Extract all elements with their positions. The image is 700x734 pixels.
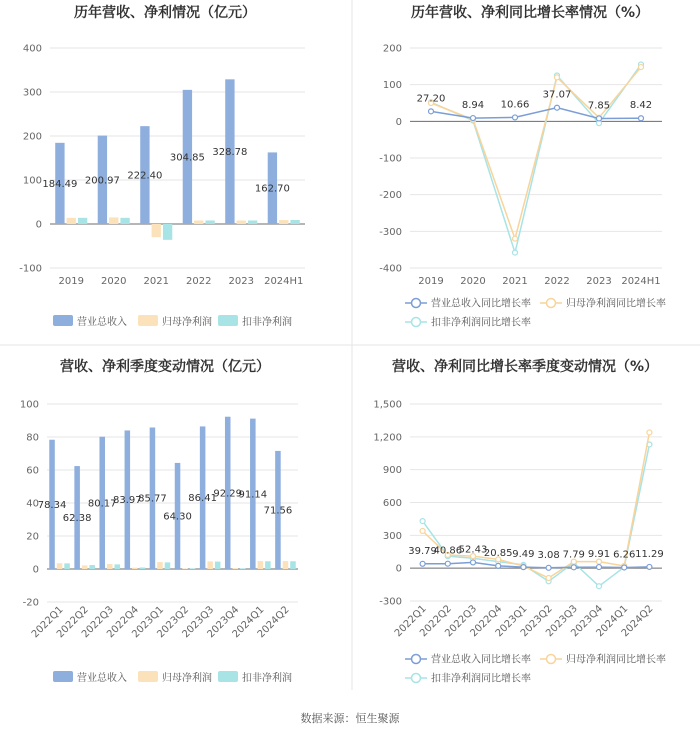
quarter_bar-legend-swatch bbox=[138, 671, 158, 682]
quarter_growth-point bbox=[420, 519, 425, 524]
annual_bar-data-label: 222.40 bbox=[127, 170, 163, 182]
quarter_bar-bar bbox=[190, 568, 196, 569]
annual_bar-legend-swatch bbox=[138, 315, 158, 326]
quarter_growth-point bbox=[622, 565, 627, 570]
quarter_growth-legend-marker bbox=[412, 674, 421, 683]
quarter_growth-point bbox=[647, 564, 652, 569]
annual_growth-point bbox=[513, 236, 518, 241]
quarter_growth-ytick-label: 300 bbox=[382, 530, 402, 542]
quarter_bar-bar bbox=[157, 562, 163, 569]
quarter_bar-legend-swatch bbox=[53, 671, 73, 682]
quarter_growth-xtick-label: 2023Q3 bbox=[544, 603, 580, 640]
annual_growth-xtick-label: 2021 bbox=[502, 276, 528, 287]
quarter_growth-point bbox=[647, 430, 652, 435]
quarter_bar-xtick-label: 2024Q1 bbox=[230, 604, 267, 641]
annual_growth-legend-marker bbox=[412, 299, 421, 308]
quarter_bar-data-label: 71.56 bbox=[263, 505, 293, 517]
quarter_growth-point bbox=[420, 561, 425, 566]
annual_growth-ytick-label: 100 bbox=[382, 80, 402, 92]
quarter_bar-xtick-label: 2022Q3 bbox=[80, 604, 116, 641]
annual_bar-bar bbox=[120, 218, 129, 224]
quarter_bar-bar bbox=[265, 561, 271, 569]
source-text: 数据来源：恒生聚源 bbox=[300, 712, 400, 725]
annual_growth-data-label: 8.94 bbox=[461, 100, 485, 112]
annual_growth-legend-marker bbox=[547, 299, 556, 308]
annual_bar-ytick-label: 400 bbox=[22, 43, 42, 55]
quarter_bar-bar bbox=[107, 564, 113, 569]
quarter_bar-bar bbox=[258, 561, 264, 569]
quarter_growth-xtick-label: 2024Q1 bbox=[594, 603, 631, 640]
annual_bar-xtick-label: 2021 bbox=[143, 276, 169, 287]
quarter_bar-ytick-label: -20 bbox=[22, 597, 39, 609]
quarter_growth-ytick-label: 600 bbox=[382, 498, 402, 509]
quarter_growth-data-label: 3.08 bbox=[537, 549, 560, 561]
quarter_growth-data-label: 7.79 bbox=[562, 549, 585, 561]
annual_growth-point bbox=[639, 65, 644, 70]
quarter_bar-data-label: 78.34 bbox=[37, 499, 67, 511]
annual_bar-data-label: 162.70 bbox=[254, 183, 290, 195]
quarter_growth-point bbox=[546, 565, 551, 570]
quarter_bar-bar bbox=[232, 568, 238, 569]
quarter_growth-xtick-label: 2023Q1 bbox=[493, 603, 530, 640]
annual_growth-ytick-label: -100 bbox=[379, 153, 402, 165]
quarter_bar-bar bbox=[57, 563, 63, 569]
quarter_growth-xtick-label: 2023Q2 bbox=[518, 603, 555, 640]
annual_growth-xtick-label: 2019 bbox=[418, 276, 444, 287]
annual_growth-legend-label: 扣非净利润同比增长率 bbox=[431, 317, 531, 329]
quarter_bar-ytick-label: 20 bbox=[26, 531, 39, 543]
quarter_bar-data-label: 80.17 bbox=[87, 498, 117, 510]
annual_bar-bar bbox=[290, 220, 299, 224]
quarter_growth-ytick-label: 0 bbox=[395, 563, 402, 575]
quarter_bar-data-label: 83.97 bbox=[113, 495, 142, 507]
quarter_growth-data-label: 40.86 bbox=[433, 545, 463, 557]
quarter_growth-point bbox=[571, 565, 576, 570]
annual_bar-ytick-label: -100 bbox=[19, 263, 42, 275]
quarter_bar-ytick-label: 100 bbox=[19, 399, 39, 411]
quarter_bar-xtick-label: 2024Q2 bbox=[255, 604, 292, 641]
quarter_bar-ytick-label: 0 bbox=[32, 564, 39, 576]
quarter_bar-title: 营收、净利季度变动情况（亿元） bbox=[60, 359, 270, 375]
quarter_growth-data-label: 11.29 bbox=[635, 548, 664, 560]
annual_growth-ytick-label: -200 bbox=[379, 190, 402, 202]
annual_bar-xtick-label: 2022 bbox=[186, 276, 212, 287]
quarter_bar-xtick-label: 2023Q4 bbox=[205, 604, 242, 641]
annual_growth-point bbox=[513, 250, 518, 255]
quarter_growth-legend-label: 营业总收入同比增长率 bbox=[431, 654, 531, 666]
quarter_bar-xtick-label: 2023Q1 bbox=[130, 604, 167, 641]
annual_growth-legend-label: 营业总收入同比增长率 bbox=[431, 298, 531, 310]
annual_growth-point bbox=[555, 75, 560, 80]
annual_growth-xtick-label: 2023 bbox=[586, 276, 612, 287]
quarter_bar-xtick-label: 2023Q3 bbox=[180, 604, 217, 641]
quarter_growth-point bbox=[496, 563, 501, 568]
annual_growth-ytick-label: 0 bbox=[395, 116, 402, 128]
annual_growth-point bbox=[555, 105, 560, 110]
quarter_growth-data-label: 9.91 bbox=[587, 549, 611, 561]
annual_bar-data-label: 200.97 bbox=[84, 175, 120, 187]
annual_bar-xtick-label: 2019 bbox=[58, 276, 84, 287]
annual_bar-xtick-label: 2023 bbox=[228, 276, 254, 287]
annual_bar-bar bbox=[152, 224, 161, 237]
annual_bar-bar bbox=[237, 220, 246, 224]
annual_growth-point bbox=[471, 116, 476, 121]
annual_growth-legend-label: 归母净利润同比增长率 bbox=[566, 298, 666, 310]
annual_bar-ytick-label: 100 bbox=[22, 175, 42, 187]
quarter_growth-xtick-label: 2022Q2 bbox=[418, 603, 454, 640]
annual_bar-ytick-label: 200 bbox=[22, 131, 42, 143]
quarter_growth-legend-marker bbox=[547, 655, 556, 664]
annual_growth-series-line bbox=[431, 67, 641, 239]
quarter_bar-data-label: 92.29 bbox=[213, 488, 243, 500]
quarter_bar-bar bbox=[290, 561, 296, 569]
annual_growth-xtick-label: 2024H1 bbox=[621, 276, 661, 287]
quarter_bar-xtick-label: 2022Q4 bbox=[105, 604, 141, 641]
quarter_growth-xtick-label: 2024Q2 bbox=[619, 603, 656, 640]
annual_growth-point bbox=[429, 109, 434, 114]
annual_growth-point bbox=[639, 116, 644, 121]
quarter_bar-legend-label: 营业总收入 bbox=[77, 673, 127, 684]
annual_bar-data-label: 328.78 bbox=[212, 147, 248, 159]
quarter_bar-bar bbox=[165, 562, 171, 569]
quarter_growth-title: 营收、净利同比增长率季度变动情况（%） bbox=[391, 359, 659, 375]
annual_growth-point bbox=[513, 115, 518, 120]
quarter_bar-bar bbox=[115, 564, 121, 569]
annual_growth-ytick-label: -400 bbox=[379, 263, 402, 275]
quarter_bar-bar bbox=[132, 568, 138, 569]
quarter_bar-data-label: 62.38 bbox=[62, 513, 92, 525]
quarter_growth-point bbox=[597, 565, 602, 570]
annual_growth-legend-marker bbox=[412, 318, 421, 327]
annual_bar-bar bbox=[248, 220, 257, 224]
annual_bar-data-label: 304.85 bbox=[169, 152, 205, 164]
quarter_growth-data-label: 52.43 bbox=[458, 544, 488, 556]
annual_bar-ytick-label: 0 bbox=[35, 219, 42, 231]
quarter_growth-point bbox=[597, 584, 602, 589]
quarter_bar-ytick-label: 60 bbox=[26, 465, 39, 477]
annual_growth-ytick-label: 200 bbox=[382, 43, 402, 55]
annual_growth-title: 历年营收、净利同比增长率情况（%） bbox=[410, 5, 650, 21]
annual_growth-data-label: 27.20 bbox=[416, 93, 446, 105]
quarter_bar-bar bbox=[82, 565, 88, 569]
annual_bar-legend-label: 扣非净利润 bbox=[242, 317, 292, 328]
quarter_bar-data-label: 85.77 bbox=[138, 493, 167, 505]
quarter_bar-data-label: 91.14 bbox=[238, 489, 268, 501]
quarter_bar-xtick-label: 2022Q2 bbox=[54, 604, 91, 641]
quarter_growth-point bbox=[420, 528, 425, 533]
quarter_growth-xtick-label: 2023Q4 bbox=[569, 603, 606, 640]
annual_bar-ytick-label: 300 bbox=[22, 87, 42, 99]
annual_bar-legend-label: 归母净利润 bbox=[162, 317, 212, 328]
quarter_growth-data-label: 9.49 bbox=[512, 549, 535, 561]
annual_growth-xtick-label: 2022 bbox=[544, 276, 570, 287]
quarter_growth-data-label: 39.79 bbox=[408, 545, 437, 557]
quarter_bar-legend-label: 扣非净利润 bbox=[242, 673, 292, 684]
quarter_bar-legend-swatch bbox=[218, 671, 238, 682]
annual_growth-point bbox=[597, 116, 602, 121]
annual_bar-bar bbox=[67, 218, 76, 224]
quarter_growth-point bbox=[546, 576, 551, 581]
quarter_bar-xtick-label: 2022Q1 bbox=[29, 604, 66, 641]
quarter_bar-bar bbox=[89, 565, 95, 569]
quarter_bar-bar bbox=[240, 568, 246, 569]
quarter_growth-ytick-label: 900 bbox=[382, 465, 402, 477]
annual_bar-bar bbox=[205, 220, 214, 224]
quarter_bar-data-label: 64.30 bbox=[163, 511, 192, 523]
quarter_growth-legend-marker bbox=[412, 655, 421, 664]
quarter_bar-ytick-label: 40 bbox=[26, 498, 39, 510]
quarter_bar-bar bbox=[140, 568, 146, 569]
annual_bar-bar bbox=[109, 217, 118, 224]
quarter_bar-bar bbox=[64, 563, 70, 569]
quarter_bar-bar bbox=[283, 561, 289, 569]
annual_bar-legend-swatch bbox=[53, 315, 73, 326]
quarter_growth-point bbox=[445, 561, 450, 566]
quarter_bar-bar bbox=[215, 562, 221, 569]
annual_growth-data-label: 37.07 bbox=[542, 89, 572, 101]
annual_bar-legend-label: 营业总收入 bbox=[77, 317, 127, 328]
annual_bar-xtick-label: 2024H1 bbox=[264, 276, 304, 287]
quarter_growth-ytick-label: 1,500 bbox=[373, 399, 402, 411]
annual_bar-bar bbox=[163, 224, 172, 240]
annual_bar-bar bbox=[194, 220, 203, 224]
annual_growth-data-label: 7.85 bbox=[587, 100, 611, 112]
quarter_growth-legend-label: 归母净利润同比增长率 bbox=[566, 654, 666, 666]
annual_bar-title: 历年营收、净利情况（亿元） bbox=[74, 5, 256, 21]
quarter_bar-legend-label: 归母净利润 bbox=[162, 673, 212, 684]
quarter_growth-xtick-label: 2022Q4 bbox=[468, 603, 505, 640]
quarter_growth-point bbox=[521, 565, 526, 570]
quarter_bar-data-label: 86.41 bbox=[188, 493, 217, 505]
annual_bar-bar bbox=[78, 218, 87, 224]
quarter_growth-legend-label: 扣非净利润同比增长率 bbox=[431, 673, 531, 685]
annual_bar-data-label: 184.49 bbox=[42, 178, 78, 190]
quarter_growth-ytick-label: -300 bbox=[379, 596, 402, 608]
quarter_growth-data-label: 6.26 bbox=[613, 549, 636, 561]
quarter_growth-ytick-label: 1,200 bbox=[373, 432, 402, 444]
annual_growth-xtick-label: 2020 bbox=[460, 276, 486, 287]
quarter_bar-xtick-label: 2023Q2 bbox=[155, 604, 192, 641]
annual_growth-data-label: 8.42 bbox=[629, 100, 653, 112]
annual_bar-xtick-label: 2020 bbox=[101, 276, 127, 287]
quarter_growth-xtick-label: 2022Q3 bbox=[443, 603, 480, 640]
quarter_growth-data-label: 20.85 bbox=[483, 547, 513, 559]
quarter_bar-ytick-label: 80 bbox=[26, 432, 39, 444]
annual_growth-ytick-label: -300 bbox=[379, 226, 402, 238]
annual_growth-data-label: 10.66 bbox=[500, 99, 530, 111]
annual_bar-bar bbox=[279, 220, 288, 224]
quarter_growth-xtick-label: 2022Q1 bbox=[392, 603, 429, 640]
quarter_growth-point bbox=[471, 560, 476, 565]
annual_bar-legend-swatch bbox=[218, 315, 238, 326]
quarter_bar-bar bbox=[207, 561, 213, 569]
